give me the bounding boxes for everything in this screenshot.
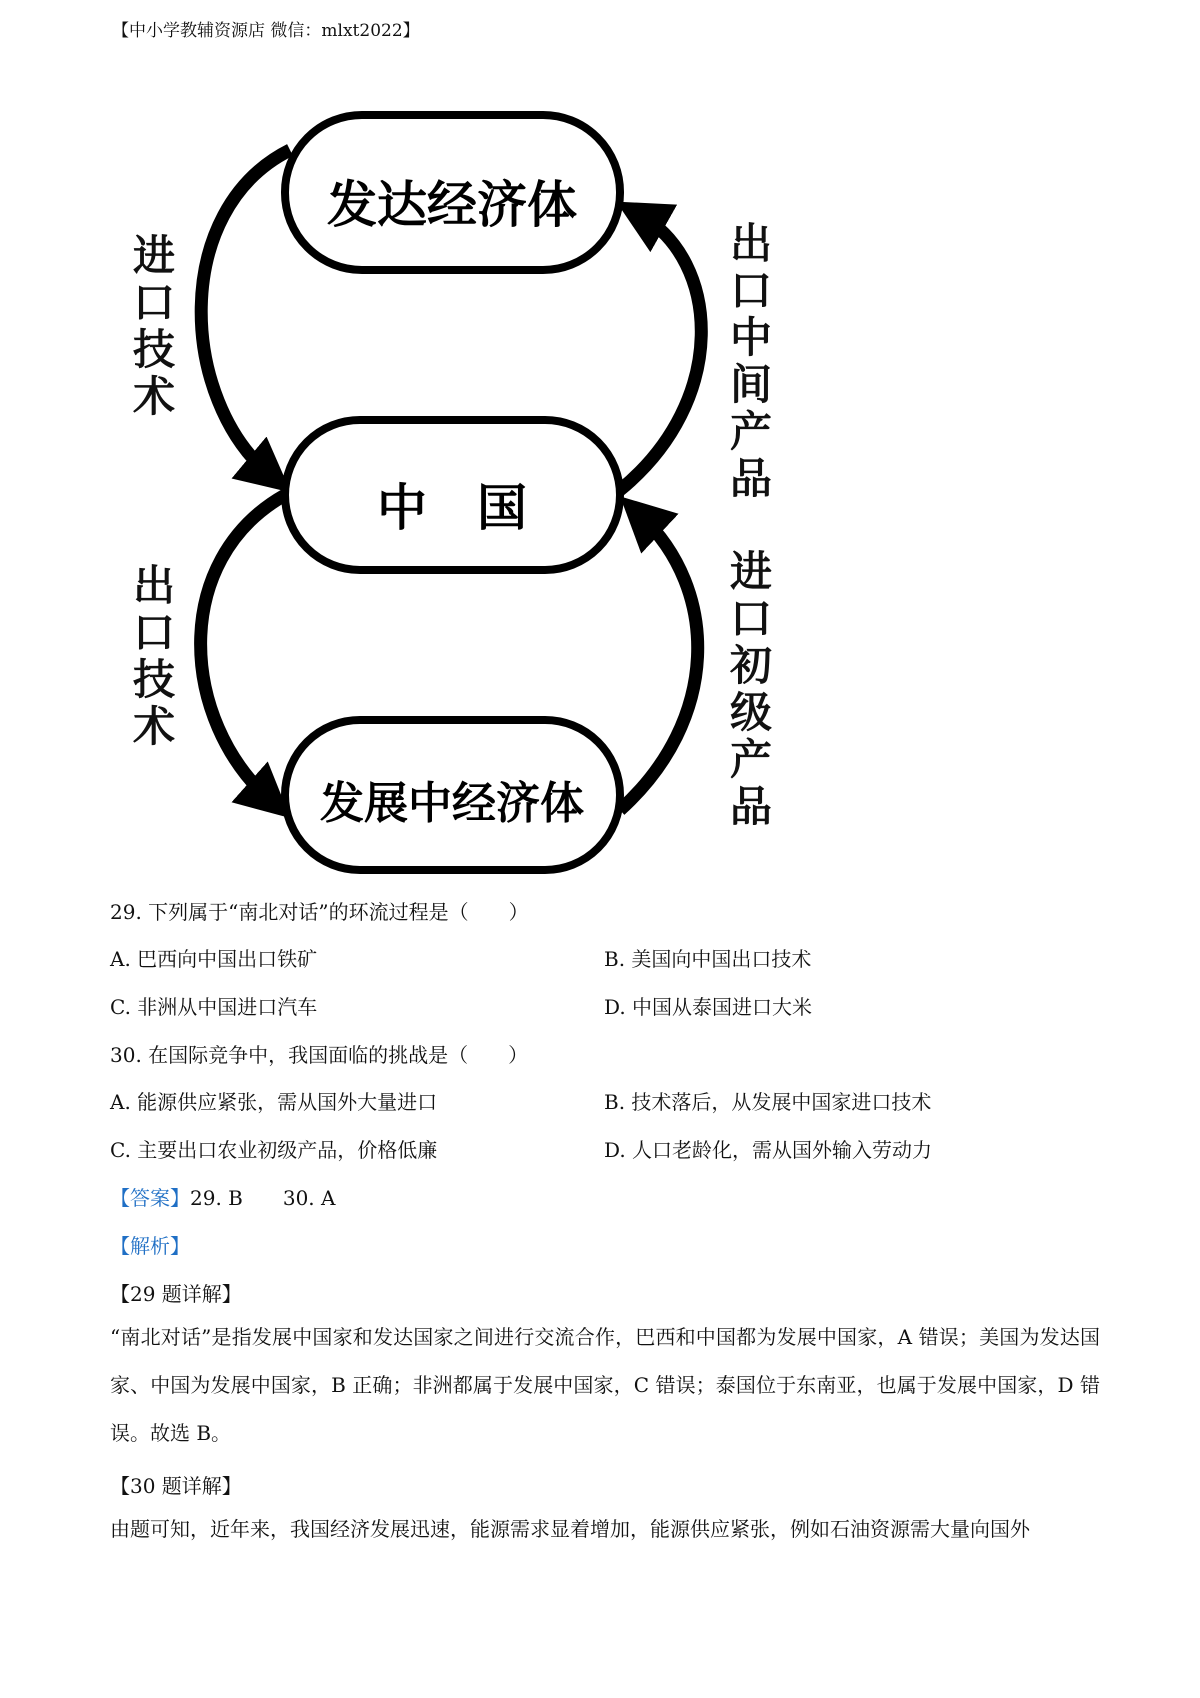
detail-30-text: 由题可知，近年来，我国经济发展迅速，能源需求显着增加，能源供应紧张，例如石油资源需大量向国外 (110, 1517, 1030, 1541)
q30-option-a: A. 能源供应紧张，需从国外大量进口 (110, 1090, 438, 1114)
q29-option-b: B. 美国向中国出口技术 (604, 947, 812, 971)
q30-option-d: D. 人口老龄化，需从国外输入劳动力 (604, 1138, 933, 1162)
q30-option-b: B. 技术落后，从发展中国家进口技术 (604, 1090, 932, 1114)
q29-option-c: C. 非洲从中国进口汽车 (110, 995, 318, 1019)
q30-option-c: C. 主要出口农业初级产品，价格低廉 (110, 1138, 438, 1162)
detail-29-title: 【29 题详解】 (110, 1282, 242, 1306)
detail-29-text: “南北对话”是指发展中国家和发达国家之间进行交流合作，巴西和中国都为发展中国家，A 错误；美国为发达国家、中国为发展中国家，B 正确；非洲都属于发展中国家，C 错误；泰国位于东南亚，也属于发展中国家，D 错误。故选 B。 (110, 1325, 1100, 1445)
label-developing: 发展中经济体 (320, 778, 584, 829)
answer-label: 【答案】 (110, 1186, 190, 1210)
arrow-import-tech (201, 150, 290, 475)
right-top-label: 出口中间产品 (729, 219, 772, 503)
question-30-stem: 30. 在国际竞争中，我国面临的挑战是（ ） (110, 1043, 529, 1067)
left-top-label: 进口技术 (132, 231, 175, 421)
label-developed: 发达经济体 (327, 176, 577, 234)
arrow-export-tech (201, 495, 285, 800)
question-29-stem: 29. 下列属于“南北对话”的环流过程是（ ） (110, 900, 529, 924)
q29-option-a: A. 巴西向中国出口铁矿 (110, 947, 318, 971)
arrow-export-intermediate (620, 215, 701, 490)
right-bottom-label: 进口初级产品 (729, 547, 772, 831)
answer-line (110, 1182, 335, 1211)
answer-text: 29. B 30. A (190, 1186, 336, 1210)
q29-option-d: D. 中国从泰国进口大米 (604, 995, 813, 1019)
watermark-header: 【中小学教辅资源店 微信：mlxt2022】 (112, 21, 420, 41)
analysis-label: 【解析】 (110, 1234, 190, 1258)
left-bottom-label: 出口技术 (132, 561, 175, 751)
arrow-import-primary (620, 515, 698, 810)
label-china: 中 国 (377, 479, 527, 537)
detail-30-title: 【30 题详解】 (110, 1474, 242, 1498)
